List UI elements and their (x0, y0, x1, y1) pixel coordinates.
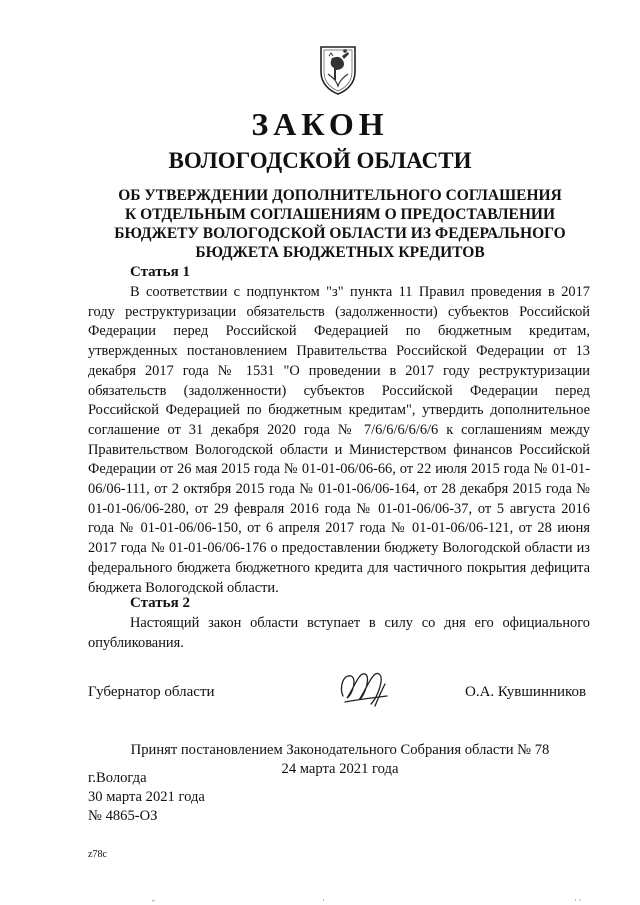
scan-speck: · (322, 896, 325, 905)
adoption-statement (120, 741, 560, 779)
place-date: 30 марта 2021 года (88, 789, 205, 805)
signatory-position: Губернатор области (88, 684, 215, 700)
scan-speck: ‐ (152, 896, 155, 905)
signatory-name: О.А. Кувшинников (465, 684, 587, 700)
coat-of-arms-icon (318, 44, 358, 96)
adoption-text: Принят постановлением Законодательного Собрания области № 78 (130, 742, 550, 758)
article-2-text: Настоящий закон области вступает в силу со дня его официального опубликования. (88, 615, 590, 651)
article-2-heading: Статья 2 (130, 595, 190, 611)
law-subtitle: ОБ УТВЕРЖДЕНИИ ДОПОЛНИТЕЛЬНОГО СОГЛАШЕНИЯ К ОТДЕЛЬНЫМ СОГЛАШЕНИЯМ О ПРЕДОСТАВЛЕНИИ БЮДЖЕТУ ВОЛОГОДСКОЙ ОБЛАСТИ ИЗ ФЕДЕРАЛЬНОГО БЮДЖЕТА БЮДЖЕТНЫХ КРЕДИТОВ (114, 187, 566, 261)
article-1-text: В соответствии с подпунктом "з" пункта 11 Правил проведения в 2017 году реструктуризации обязательств (задолженности) субъектов Российской Федерации перед Российской Федерацией по бюджетным кредитам, утвержденных постановлением Правительства Российской Федерации от 13 декабря 2017 года № 1531 "О проведении в 2017 году реструктуризации обязательств (задолженности) субъектов Российской Федерации перед Российской Федерацией по бюджетным кредитам", утвердить дополнительное соглашение от 31 декабря 2020 года № 7/6/6/6/6/6/6 к соглашениям между Правительством Вологодской области и Министерством финансов Российской Федерации от 26 мая 2015 года № 01-01-06/06-66, от 22 июля 2015 года № 01-01-06/06-111, от 2 октября 2015 года № 01-01-06/06-164, от 28 декабря 2015 года № 01-01-06/06-280, от 29 февраля 2016 года № 01-01-06/06-37, от 5 августа 2016 года № 01-01-06/06-150, от 6 апреля 2017 года № 01-01-06/06-121, от 28 июня 2017 года № 01-01-06/06-176 о предоставлении бюджету Вологодской области из федерального бюджета бюджетного кредита для частичного покрытия дефицита бюджета Вологодской области. (88, 284, 590, 596)
law-number: № 4865-ОЗ (88, 808, 158, 824)
adoption-date: 24 марта 2021 года (281, 761, 399, 777)
scan-speck: · · (574, 896, 582, 905)
place-city: г.Вологда (88, 770, 147, 786)
document-code: z78c (88, 849, 107, 860)
article-1-heading: Статья 1 (130, 264, 190, 280)
handwritten-signature (335, 666, 391, 712)
law-title: ЗАКОН (251, 106, 389, 142)
region-title: ВОЛОГОДСКОЙ ОБЛАСТИ (168, 148, 472, 173)
